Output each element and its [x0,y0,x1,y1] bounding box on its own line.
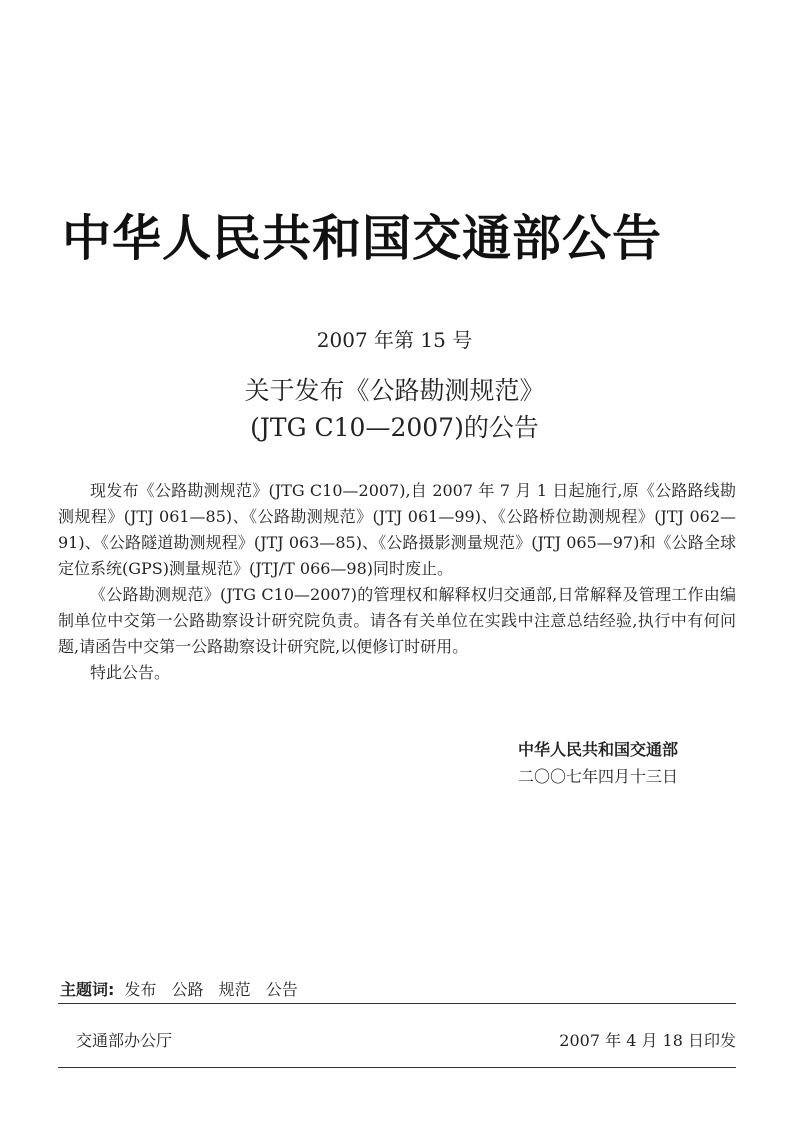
signature-date: 二〇〇七年四月十三日 [518,767,679,786]
subject-label: 主题词: [60,980,115,999]
issuance-footer [60,1028,736,1051]
announcement-body [58,478,736,686]
signature-block [518,736,678,790]
body-paragraph: 《公路勘测规范》(JTG C10—2007)的管理权和解释权归交通部,日常解释及管理工作由编制单位中交第一公路勘察设计研究院负责。请各有关单位在实践中注意总结经验,执行中有何问题,请函告中交第一公路勘察设计研究院,以便修订时研用。 [58,585,736,656]
document-headline: 中华人民共和国交通部公告 [62,209,663,267]
keyword: 公告 [265,980,298,999]
signature-org: 中华人民共和国交通部 [518,740,679,759]
title-line-2: (JTG C10—2007)的公告 [250,413,539,442]
issue-number: 2007 年第 15 号 [316,328,473,352]
subject-keywords [60,977,298,1000]
body-paragraph: 现发布《公路勘测规范》(JTG C10—2007),自 2007 年 7 月 1 日起施行,原《公路路线勘测规程》(JTJ 061—85)、《公路勘测规范》(JTJ 061—99)、《公路桥位勘测规程》(JTJ 062—91)、《公路隧道勘测规程》(JTJ 063—85)、《公路摄影测量规范》(JTJ 065—97)和《公路全球定位系统(GPS)测量规范》(JTJ/T 066—98)同时废止。 [58,481,736,578]
print-date: 2007 年 4 月 18 日印发 [559,1031,736,1050]
keyword: 发布 [124,980,157,999]
divider-bottom [58,1067,736,1068]
keyword: 规范 [218,980,251,999]
announcement-title [0,372,789,446]
body-paragraph: 特此公告。 [90,663,171,682]
keyword: 公路 [171,980,204,999]
title-line-1: 关于发布《公路勘测规范》 [244,376,545,405]
divider-top [58,1003,736,1004]
issuing-office: 交通部办公厅 [76,1031,173,1050]
